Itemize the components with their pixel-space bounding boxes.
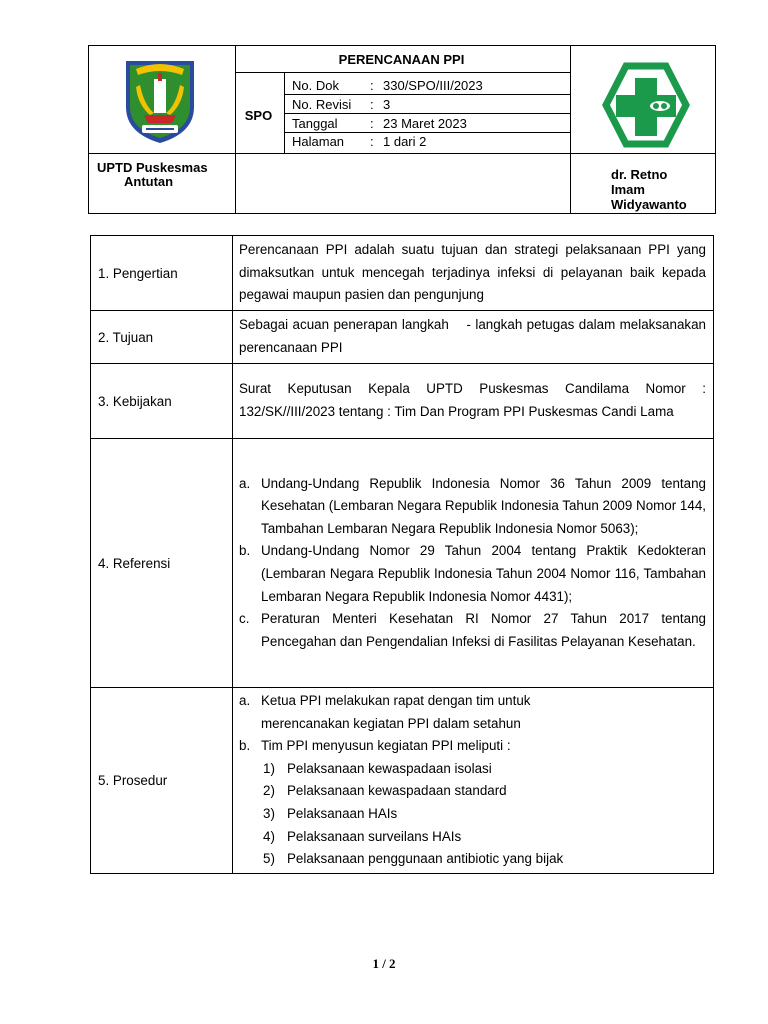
kemenkes-logo [602,62,690,148]
title-divider [235,72,570,73]
section-text: Sebagai acuan penerapan langkah - langkah petugas dalam melaksanakan perencanaan PPI [233,311,714,364]
meta-sep: : [370,78,374,93]
row-kebijakan [91,364,714,439]
sub-list-item [263,758,706,781]
section-text: Perencanaan PPI adalah suatu tujuan dan strategi pelaksanaan PPI yang dimaksutkan untuk mencegah terjadinya infeksi di pelayanan baik kepada pegawai maupun pasien dan pengunjung [233,236,714,311]
list-text: Peraturan Menteri Kesehatan RI Nomor 27 Tahun 2017 tentang Pencegahan dan Pengendalian Infeksi di Fasilitas Pelayanan Kesehatan. [261,611,706,649]
header-divider-right [570,46,571,213]
unit-name-line1: UPTD Puskesmas [97,160,208,175]
signer-name-line3: Widyawanto [611,197,687,212]
regional-crest-logo [120,55,200,145]
signer-name-line1: dr. Retno [611,167,668,182]
list-text: Pelaksanaan surveilans HAIs [287,828,462,844]
list-item [239,690,706,735]
row-referensi [91,439,714,688]
list-marker: a. [239,475,251,491]
section-label: 4. Referensi [91,439,233,688]
meta-label-tanggal: Tanggal [292,116,338,131]
section-label: 5. Prosedur [91,688,233,874]
meta-label-no-revisi: No. Revisi [292,97,352,112]
header-divider-horizontal [89,153,715,154]
list-item [239,608,706,653]
meta-value-tanggal: 23 Maret 2023 [383,116,467,131]
row-prosedur [91,688,714,874]
list-item [239,735,706,758]
list-text: Pelaksanaan penggunaan antibiotic yang bijak [287,851,564,867]
signer-name-line2: Imam [611,182,645,197]
list-text-line: merencanakan kegiatan PPI dalam setahun [261,715,521,731]
sub-list-item [263,826,706,849]
meta-value-no-dok: 330/SPO/III/2023 [383,78,483,93]
list-item [239,473,706,541]
list-marker: b. [239,738,251,754]
row-tujuan [91,311,714,364]
list-marker: 4) [263,828,275,844]
meta-value-halaman: 1 dari 2 [383,134,427,149]
spo-label: SPO [244,108,273,123]
procedure-list [233,688,714,874]
meta-label-no-dok: No. Dok [292,78,339,93]
list-marker: b. [239,543,251,559]
section-label: 3. Kebijakan [91,364,233,439]
list-text: Undang-Undang Nomor 29 Tahun 2004 tentang Praktik Kedokteran (Lembaran Negara Republik Indonesia Tahun 2004 Nomor 116, Tambahan Lembaran Negara Republik Indonesia Nomor 4431); [261,543,706,604]
page-number: 1 / 2 [372,956,396,971]
list-marker: a. [239,693,251,708]
meta-divider-2 [284,113,570,114]
meta-sep: : [370,97,374,112]
list-text: Pelaksanaan kewaspadaan standard [287,783,507,799]
meta-sep: : [370,134,374,149]
section-label: 2. Tujuan [91,311,233,364]
sub-list-item [263,803,706,826]
list-marker: 5) [263,851,275,867]
sub-list-item [263,780,706,803]
list-marker: 2) [263,783,275,799]
list-text: Pelaksanaan HAIs [287,805,398,821]
list-marker: 3) [263,805,275,821]
meta-divider-3 [284,132,570,133]
list-text: Pelaksanaan kewaspadaan isolasi [287,760,492,776]
meta-label-halaman: Halaman [292,134,345,149]
row-pengertian [91,236,714,311]
section-text: Surat Keputusan Kepala UPTD Puskesmas Candilama Nomor : 132/SK//III/2023 tentang : Tim Dan Program PPI Puskesmas Candi Lama [233,364,714,439]
list-text [261,690,706,735]
list-text: Tim PPI menyusun kegiatan PPI meliputi : [261,738,511,754]
meta-divider-1 [284,94,570,95]
document-title: PERENCANAAN PPI [338,52,465,67]
list-item [239,540,706,608]
meta-sep: : [370,116,374,131]
spo-content-table [90,235,714,874]
list-marker: 1) [263,760,275,776]
list-text: Undang-Undang Republik Indonesia Nomor 36 Tahun 2009 tentang Kesehatan (Lembaran Negara Republik Indonesia Tahun 2009 Nomor 144, Tambahan Lembaran Negara Republik Indonesia Nomor 5063); [261,475,706,536]
list-text-line: Ketua PPI melakukan rapat dengan tim untuk [261,693,531,708]
unit-name-line2: Antutan [124,174,174,189]
reference-list [233,439,714,688]
section-label: 1. Pengertian [91,236,233,311]
sub-list-item [263,848,706,871]
meta-value-no-revisi: 3 [383,97,391,112]
list-marker: c. [239,611,250,627]
